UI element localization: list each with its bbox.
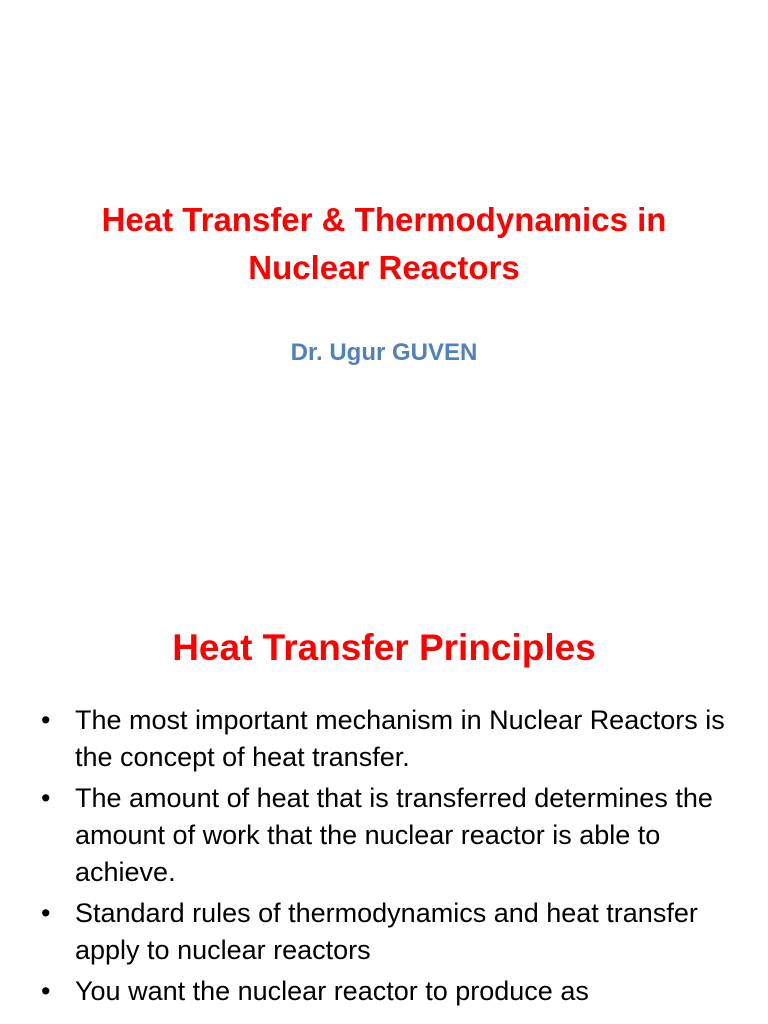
bullet-icon: • xyxy=(41,898,51,928)
bullet-text: Standard rules of thermodynamics and heat transfer apply to nuclear reactors xyxy=(75,898,698,965)
bullet-text: You want the nuclear reactor to produce as xyxy=(75,976,589,1006)
bullet-item xyxy=(34,702,734,776)
bullet-icon: • xyxy=(41,783,51,813)
presentation-title: Heat Transfer & Thermodynamics in Nuclear Reactors xyxy=(101,201,667,286)
bullet-item xyxy=(34,895,734,969)
bullet-list xyxy=(34,702,734,1014)
content-slide xyxy=(0,576,768,1024)
bullet-item xyxy=(34,973,734,1010)
bullet-text: The amount of heat that is transferred determines the amount of work that the nuclear reactor is able to achieve. xyxy=(75,783,713,887)
bullet-text: The most important mechanism in Nuclear Reactors is the concept of heat transfer. xyxy=(75,705,725,772)
bullet-icon: • xyxy=(41,976,51,1006)
bullet-item xyxy=(34,780,734,891)
bullet-icon: • xyxy=(41,705,51,735)
slide-title: Heat Transfer Principles xyxy=(172,627,596,668)
author-name: Dr. Ugur GUVEN xyxy=(290,339,478,366)
